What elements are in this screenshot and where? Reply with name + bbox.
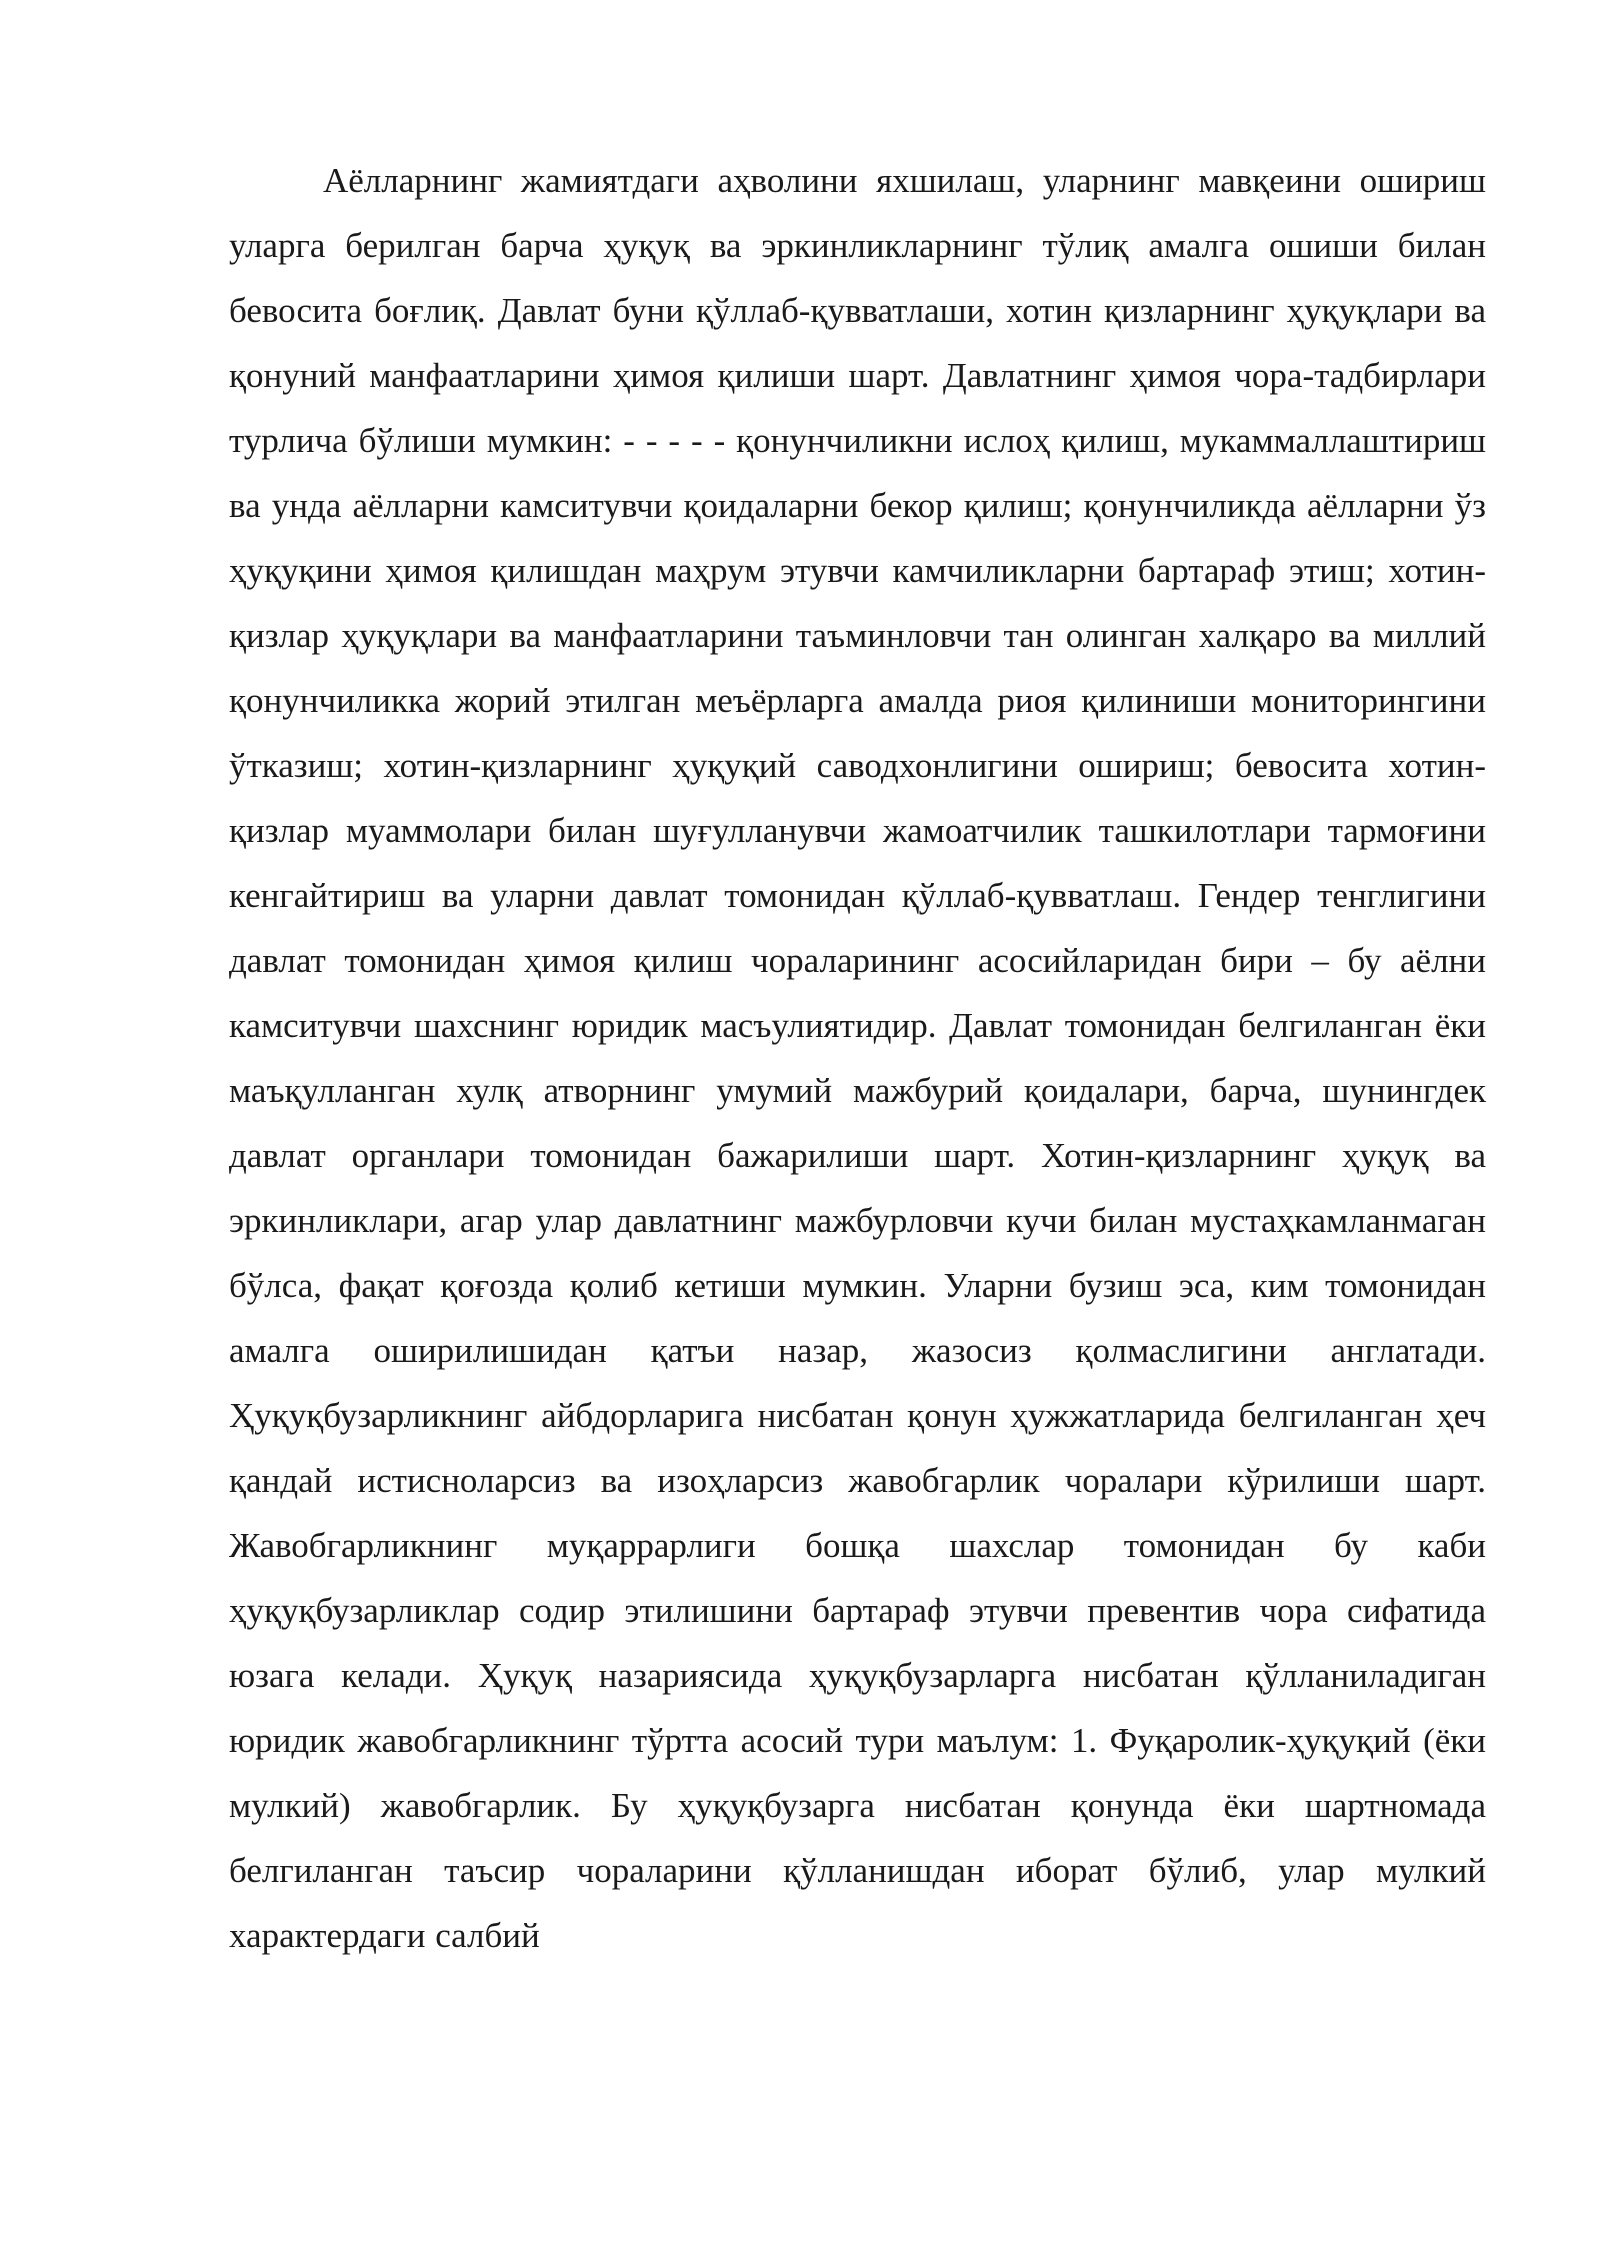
body-paragraph: Аёлларнинг жамиятдаги аҳволини яхшилаш, уларнинг мавқеини ошириш уларга берилган барча ҳуқуқ ва эркинликларнинг тўлиқ амалга ошиши билан бевосита боғлиқ. Давлат буни қўллаб-қувватлаши, хотин қизларнинг ҳуқуқлари ва қонуний манфаатларини ҳимоя қилиши шарт. Давлатнинг ҳимоя чора-тадбирлари турлича бўлиши мумкин: - - - - - қонунчиликни ислоҳ қилиш, мукаммаллаштириш ва унда аёлларни камситувчи қоидаларни бекор қилиш; қонунчиликда аёлларни ўз ҳуқуқини ҳимоя қилишдан маҳрум этувчи камчиликларни бартараф этиш; хотин-қизлар ҳуқуқлари ва манфаатларини таъминловчи тан олинган халқаро ва миллий қонунчиликка жорий этилган меъёрларга амалда риоя қилиниши мониторингини ўтказиш; хотин-қизларнинг ҳуқуқий саводхонлигини ошириш; бевосита хотин-қизлар муаммолари билан шуғулланувчи жамоатчилик ташкилотлари тармоғини кенгайтириш ва уларни давлат томонидан қўллаб-қувватлаш. Гендер тенглигини давлат томонидан ҳимоя қилиш чораларининг асосийларидан бири – бу аёлни камситувчи шахснинг юридик масъулиятидир. Давлат томонидан белгиланган ёки маъқулланган хулқ атворнинг умумий мажбурий қоидалари, барча, шунингдек давлат органлари томонидан бажарилиши шарт. Хотин-қизларнинг ҳуқуқ ва эркинликлари, агар улар давлатнинг мажбурловчи кучи билан мустаҳкамланмаган бўлса, фақат қоғозда қолиб кетиши мумкин. Уларни бузиш эса, ким томонидан амалга оширилишидан қатъи назар, жазосиз қолмаслигини англатади. Ҳуқуқбузарликнинг айбдорларига нисбатан қонун ҳужжатларида белгиланган ҳеч қандай истисноларсиз ва изоҳларсиз жавобгарлик чоралари кўрилиши шарт. Жавобгарликнинг муқаррарлиги бошқа шахслар томонидан бу каби ҳуқуқбузарликлар содир этилишини бартараф этувчи превентив чора сифатида юзага келади. Ҳуқуқ назариясида ҳуқуқбузарларга нисбатан қўлланиладиган юридик жавобгарликнинг тўртта асосий тури маълум: 1. Фуқаролик-ҳуқуқий (ёки мулкий) жавобгарлик. Бу ҳуқуқбузарга нисбатан қонунда ёки шартномада белгиланган таъсир чораларини қўлланишдан иборат бўлиб, улар мулкий характердаги салбий bbox=[229, 161, 1486, 1955]
document-body bbox=[229, 148, 1486, 1968]
